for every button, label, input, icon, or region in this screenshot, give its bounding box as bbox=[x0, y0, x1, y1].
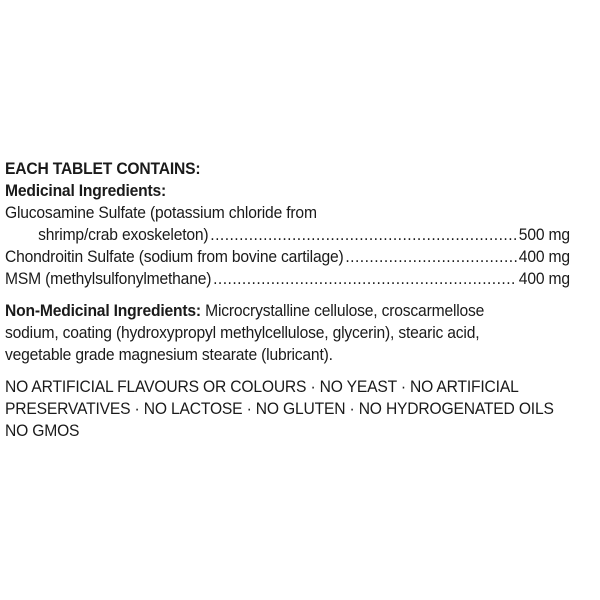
ingredient-row-msm bbox=[5, 268, 570, 290]
non-medicinal-heading: Non-Medicinal Ingredients: bbox=[5, 301, 201, 320]
dot-leader bbox=[213, 268, 517, 290]
non-medicinal-text-line2: sodium, coating (hydroxypropyl methylcellulose, glycerin), stearic acid, bbox=[5, 323, 480, 342]
section-gap bbox=[5, 290, 525, 300]
claims-line-3: NO GMOS bbox=[5, 421, 80, 440]
ingredient-chondroitin-amount: 400 mg bbox=[518, 247, 570, 266]
claims-line-2: PRESERVATIVES · NO LACTOSE · NO GLUTEN · NO HYDROGENATED OILS bbox=[5, 399, 554, 418]
ingredient-glucosamine-amount: 500 mg bbox=[518, 225, 570, 244]
ingredient-row-glucosamine bbox=[5, 224, 570, 246]
ingredient-row-chondroitin bbox=[5, 246, 570, 268]
medicinal-ingredients-heading: Medicinal Ingredients: bbox=[5, 181, 167, 200]
ingredient-glucosamine-name-line2: shrimp/crab exoskeleton) bbox=[38, 225, 209, 244]
dot-leader bbox=[210, 224, 517, 246]
ingredient-msm-name: MSM (methylsulfonylmethane) bbox=[5, 269, 212, 288]
non-medicinal-ingredients bbox=[5, 300, 525, 322]
ingredient-label-panel bbox=[5, 158, 570, 442]
non-medicinal-text-line3: vegetable grade magnesium stearate (lubricant). bbox=[5, 345, 333, 364]
ingredient-msm-amount: 400 mg bbox=[518, 269, 570, 288]
ingredient-glucosamine-name-line1: Glucosamine Sulfate (potassium chloride from bbox=[5, 203, 317, 222]
section-gap bbox=[5, 366, 525, 376]
dot-leader bbox=[345, 246, 517, 268]
panel-title: EACH TABLET CONTAINS: bbox=[5, 159, 201, 178]
claims-line-1: NO ARTIFICIAL FLAVOURS OR COLOURS · NO YEAST · NO ARTIFICIAL bbox=[5, 377, 519, 396]
ingredient-chondroitin-name: Chondroitin Sulfate (sodium from bovine cartilage) bbox=[5, 247, 344, 266]
non-medicinal-text-line1: Microcrystalline cellulose, croscarmellose bbox=[200, 301, 485, 320]
